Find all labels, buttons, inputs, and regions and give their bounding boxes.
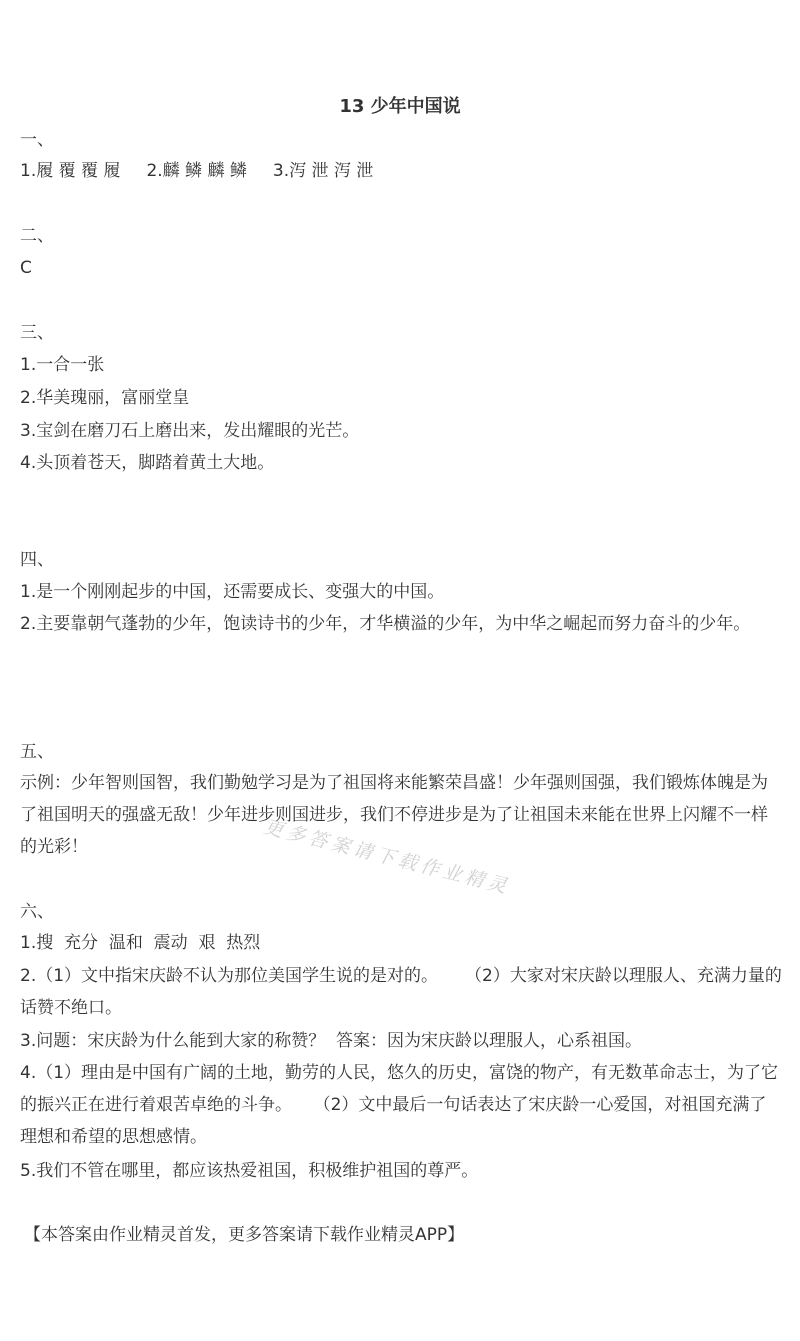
section-5-heading: 五、 (20, 742, 54, 762)
section-1-answers (20, 159, 373, 183)
section-2-answer: C (20, 258, 32, 278)
section-5-text: 示例：少年智则国智，我们勤勉学习是为了祖国将来能繁荣昌盛！少年强则国强，我们锻炼体魄是为了祖国明天的强盛无敌！少年进步则国进步，我们不停进步是为了让祖国未来能在世界上闪耀不一样的光彩！ (20, 773, 768, 857)
answer-group-2: 2.麟 鳞 麟 鳞 (146, 161, 247, 181)
section-1-heading: 一、 (20, 130, 54, 150)
section-4-heading: 四、 (20, 550, 54, 570)
section-6-item-3: 3.问题：宋庆龄为什么能到大家的称赞？ 答案：因为宋庆龄以理服人，心系祖国。 (20, 1031, 643, 1051)
section-2-heading: 二、 (20, 226, 54, 246)
section-3-item: 4.头顶着苍天，脚踏着黄土大地。 (20, 453, 275, 473)
answer-group-1: 1.履 覆 覆 履 (20, 161, 121, 181)
section-6-item-5: 5.我们不管在哪里，都应该热爱祖国，积极维护祖国的尊严。 (20, 1161, 479, 1181)
section-6-heading: 六、 (20, 902, 54, 922)
answer-group-3: 3.泻 泄 泻 泄 (272, 161, 374, 181)
section-3-heading: 三、 (20, 323, 54, 343)
section-6-item-1: 1.搜 充分 温和 震动 艰 热烈 (20, 933, 261, 953)
section-4-item: 2.主要靠朝气蓬勃的少年，饱读诗书的少年，才华横溢的少年，为中华之崛起而努力奋斗的少年。 (20, 614, 751, 634)
section-3-item: 2.华美瑰丽，富丽堂皇 (20, 388, 190, 408)
section-6-item-4: 4.（1）理由是中国有广阔的土地，勤劳的人民，悠久的历史，富饶的物产，有无数革命志士，为了它的振兴正在进行着艰苦卓绝的斗争。 （2）文中最后一句话表达了宋庆龄一心爱国，对祖国充满了理想和希望的思想感情。 (20, 1063, 779, 1147)
section-3-item: 3.宝剑在磨刀石上磨出来，发出耀眼的光芒。 (20, 421, 360, 441)
section-6-item-2: 2.（1）文中指宋庆龄不认为那位美国学生说的是对的。 （2）大家对宋庆龄以理服人、充满力量的话赞不绝口。 (20, 966, 782, 1018)
footer-note: 【本答案由作业精灵首发，更多答案请下载作业精灵APP】 (24, 1225, 465, 1245)
section-4-item: 1.是一个刚刚起步的中国，还需要成长、变强大的中国。 (20, 582, 445, 602)
page-title: 13 少年中国说 (339, 96, 461, 117)
watermark: 更多答案请下载作业精灵 (261, 815, 513, 899)
section-3-item: 1.一合一张 (20, 355, 105, 375)
